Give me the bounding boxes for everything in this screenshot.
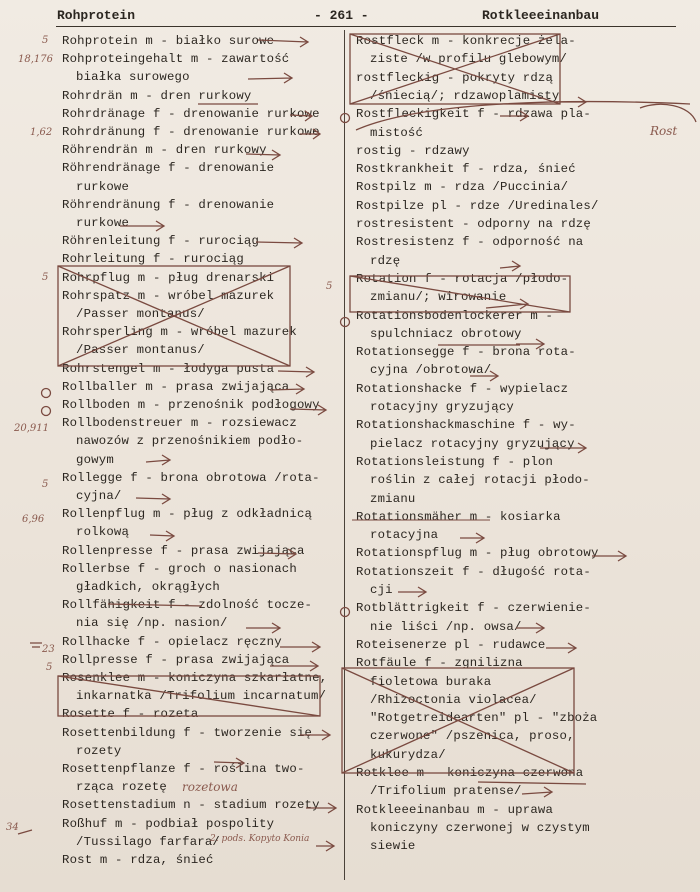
dictionary-line: Rohproteingehalt m - zawartość <box>62 52 290 67</box>
dictionary-line: Rohrleitung f - rurociąg <box>62 252 244 267</box>
margin-note: 5 <box>326 281 333 292</box>
dictionary-line: gładkich, okrągłych <box>76 580 221 594</box>
dictionary-line: roślin z całej rotacji płodo- <box>370 473 590 488</box>
dictionary-line: białka surowego <box>76 70 190 85</box>
dictionary-line: rostfleckig - pokryty rdzą <box>356 70 554 85</box>
dictionary-line: rząca rozetę <box>76 780 167 795</box>
dictionary-line: Rotationsbodenlockerer m - <box>356 308 554 323</box>
dictionary-line: Rohrdrän m - dren rurkowy <box>62 88 252 103</box>
margin-note: 1,62 <box>30 127 53 138</box>
dictionary-line: mistość <box>370 125 424 140</box>
dictionary-line: rdzę <box>370 253 401 268</box>
dictionary-line: Roßhuf m - podbiał pospolity <box>62 816 275 831</box>
dictionary-line: Rollbodenstreuer m - rozsiewacz <box>62 416 297 431</box>
dictionary-line: Rostfleckigkeit f - rdzawa pla- <box>356 107 591 122</box>
page-header <box>0 4 700 26</box>
dictionary-line: "Rotgetreidearten" pl - "zboża <box>370 711 598 726</box>
dictionary-line: Rotationsegge f - brona rota- <box>356 345 576 360</box>
dictionary-line: Rotation f - rotacja /płodo- <box>356 271 569 286</box>
dictionary-line: Rotationsmäher m - kosiarka <box>356 509 561 524</box>
dictionary-line: /Passer montanus/ <box>76 343 205 358</box>
handwritten-correction: rozetowa <box>182 780 238 794</box>
dictionary-line: Rosenklee m - koniczyna szkarłatne, <box>62 671 328 685</box>
dictionary-line: Rollpresse f - prasa zwijająca <box>62 652 290 667</box>
dictionary-line: Rollballer m - prasa zwijająca <box>62 379 290 394</box>
margin-note: 23 <box>42 644 55 655</box>
dictionary-line: inkarnatka /Trifolium incarnatum/ <box>76 689 327 704</box>
dictionary-line: Rosettenbildung f - tworzenie się <box>62 725 313 740</box>
dictionary-line: nawozów z przenośnikiem podło- <box>76 434 304 449</box>
margin-note: 6,96 <box>22 514 45 525</box>
dictionary-line: rotacyjny gryzujący <box>370 400 515 414</box>
margin-note: 18,176 <box>18 54 53 65</box>
dictionary-line: fioletowa buraka <box>370 674 492 689</box>
dictionary-line: Rosettenpflanze f - roślina two- <box>62 762 305 776</box>
dictionary-line: Rohrspatz m - wróbel mazurek <box>62 288 275 303</box>
dictionary-line: Rotationspflug m - pług obrotowy <box>356 546 599 561</box>
margin-note: 5 <box>46 662 53 673</box>
page-number: - 261 - <box>314 8 369 23</box>
margin-note: 5 <box>42 272 49 283</box>
dictionary-line: Rohrsperling m - wróbel mazurek <box>62 325 297 340</box>
column-divider <box>344 30 345 880</box>
dictionary-line: spulchniacz obrotowy <box>370 326 522 341</box>
dictionary-line: /śniecią/; rdzawoplamisty <box>370 88 560 103</box>
dictionary-line: rostig - rdzawy <box>356 143 470 158</box>
dictionary-line: Rotkleeeinanbau m - uprawa <box>356 802 554 817</box>
dictionary-line: Rollenpflug m - pług z odkładnicą <box>62 507 313 522</box>
header-right: Rotkleeeinanbau <box>482 8 600 23</box>
dictionary-line: cyjna /obrotowa/ <box>370 363 492 378</box>
dictionary-line: siewie <box>370 839 416 854</box>
handwritten-correction: 2. pods. Kopyto Konia <box>210 834 310 844</box>
dictionary-line: koniczyny czerwonej w czystym <box>370 820 590 835</box>
dictionary-line: gowym <box>76 452 114 467</box>
header-left: Rohprotein <box>57 8 136 23</box>
dictionary-line: cyjna/ <box>76 489 122 503</box>
dictionary-line: Rollerbse f - groch o nasionach <box>62 561 297 576</box>
dictionary-line: rolkową <box>76 525 130 540</box>
dictionary-line: Rostpilze pl - rdze /Uredinales/ <box>356 198 599 213</box>
dictionary-line: Rohrdränage f - drenowanie rurkowe <box>62 106 320 121</box>
dictionary-line: Röhrendrän m - dren rurkowy <box>62 143 267 158</box>
dictionary-line: /Rhizoctonia violacea/ <box>370 692 537 707</box>
dictionary-line: rotacyjna <box>370 528 439 543</box>
margin-note: Rost <box>650 124 678 138</box>
dictionary-line: Roteisenerze pl - rudawce <box>356 637 546 652</box>
dictionary-line: ziste /w profilu glebowym/ <box>370 52 568 67</box>
dictionary-line: rozety <box>76 743 122 758</box>
dictionary-line: Rollfähigkeit f - zdolność tocze- <box>62 598 313 613</box>
dictionary-line: nie liści /np. owsa/ <box>370 619 522 634</box>
dictionary-line: Röhrendränage f - drenowanie <box>62 161 275 176</box>
dictionary-line: zmianu/; wirowanie <box>370 290 507 305</box>
dictionary-line: kukurydza/ <box>370 747 446 762</box>
dictionary-line: Rohrstengel m - łodyga pusta <box>62 361 275 376</box>
dictionary-line: /Trifolium pratense/ <box>370 784 522 799</box>
dictionary-line: /Passer montanus/ <box>76 307 205 321</box>
dictionary-line: Rohprotein m - białko surowe <box>62 34 275 48</box>
dictionary-line: Rostpilz m - rdza /Puccinia/ <box>356 180 569 195</box>
dictionary-line: Rollenpresse f - prasa zwijająca <box>62 543 305 558</box>
dictionary-line: Rostfleck m - konkrecje żela- <box>356 34 576 48</box>
dictionary-line: Rosette f - rozeta <box>62 707 199 722</box>
dictionary-line: rurkowe <box>76 216 130 230</box>
margin-note: 5 <box>42 35 49 46</box>
margin-note: 20,911 <box>14 423 49 434</box>
dictionary-line: Röhrenleitung f - rurociąg <box>62 234 260 249</box>
dictionary-line: Röhrendränung f - drenowanie <box>62 197 275 212</box>
dictionary-line: Rosettenstadium n - stadium rozety <box>62 798 320 813</box>
dictionary-line: zmianu <box>370 491 416 506</box>
header-rule <box>56 26 676 27</box>
dictionary-line: Rotklee m - koniczyna czerwona <box>356 766 584 780</box>
dictionary-line: Rollboden m - przenośnik podłogowy <box>62 398 320 412</box>
dictionary-line: Rotationshackmaschine f - wy- <box>356 418 576 433</box>
dictionary-line: czerwone" /pszenica, proso, <box>370 729 575 744</box>
dictionary-line: Rollhacke f - opielacz ręczny <box>62 634 282 649</box>
dictionary-line: Rohrpflug m - pług drenarski <box>62 270 275 285</box>
dictionary-line: Rotationsleistung f - plon <box>356 454 554 469</box>
dictionary-line: rostresistent - odporny na rdzę <box>356 217 591 231</box>
dictionary-line: cji <box>370 583 393 597</box>
dictionary-line: Rostkrankheit f - rdza, śnieć <box>356 162 576 177</box>
margin-note: 34 <box>6 822 19 833</box>
dictionary-line: Rotblättrigkeit f - czerwienie- <box>356 601 591 616</box>
dictionary-line: Rotfäule f - zgnilizna <box>356 656 523 671</box>
dictionary-line: Rollegge f - brona obrotowa /rota- <box>62 470 320 485</box>
dictionary-line: Rotationshacke f - wypielacz <box>356 381 569 396</box>
dictionary-line: Rotationszeit f - długość rota- <box>356 564 591 579</box>
dictionary-line: Rost m - rdza, śnieć <box>62 853 214 867</box>
dictionary-line: nia się /np. nasion/ <box>76 616 228 631</box>
dictionary-line: Rostresistenz f - odporność na <box>356 235 584 250</box>
dictionary-line: pielacz rotacyjny gryzujący <box>370 436 575 451</box>
dictionary-line: /Tussilago farfara/ <box>76 834 221 849</box>
dictionary-line: rurkowe <box>76 179 130 194</box>
margin-note: 5 <box>42 479 49 490</box>
dictionary-line: Rohrdränung f - drenowanie rurkowe <box>62 125 320 139</box>
